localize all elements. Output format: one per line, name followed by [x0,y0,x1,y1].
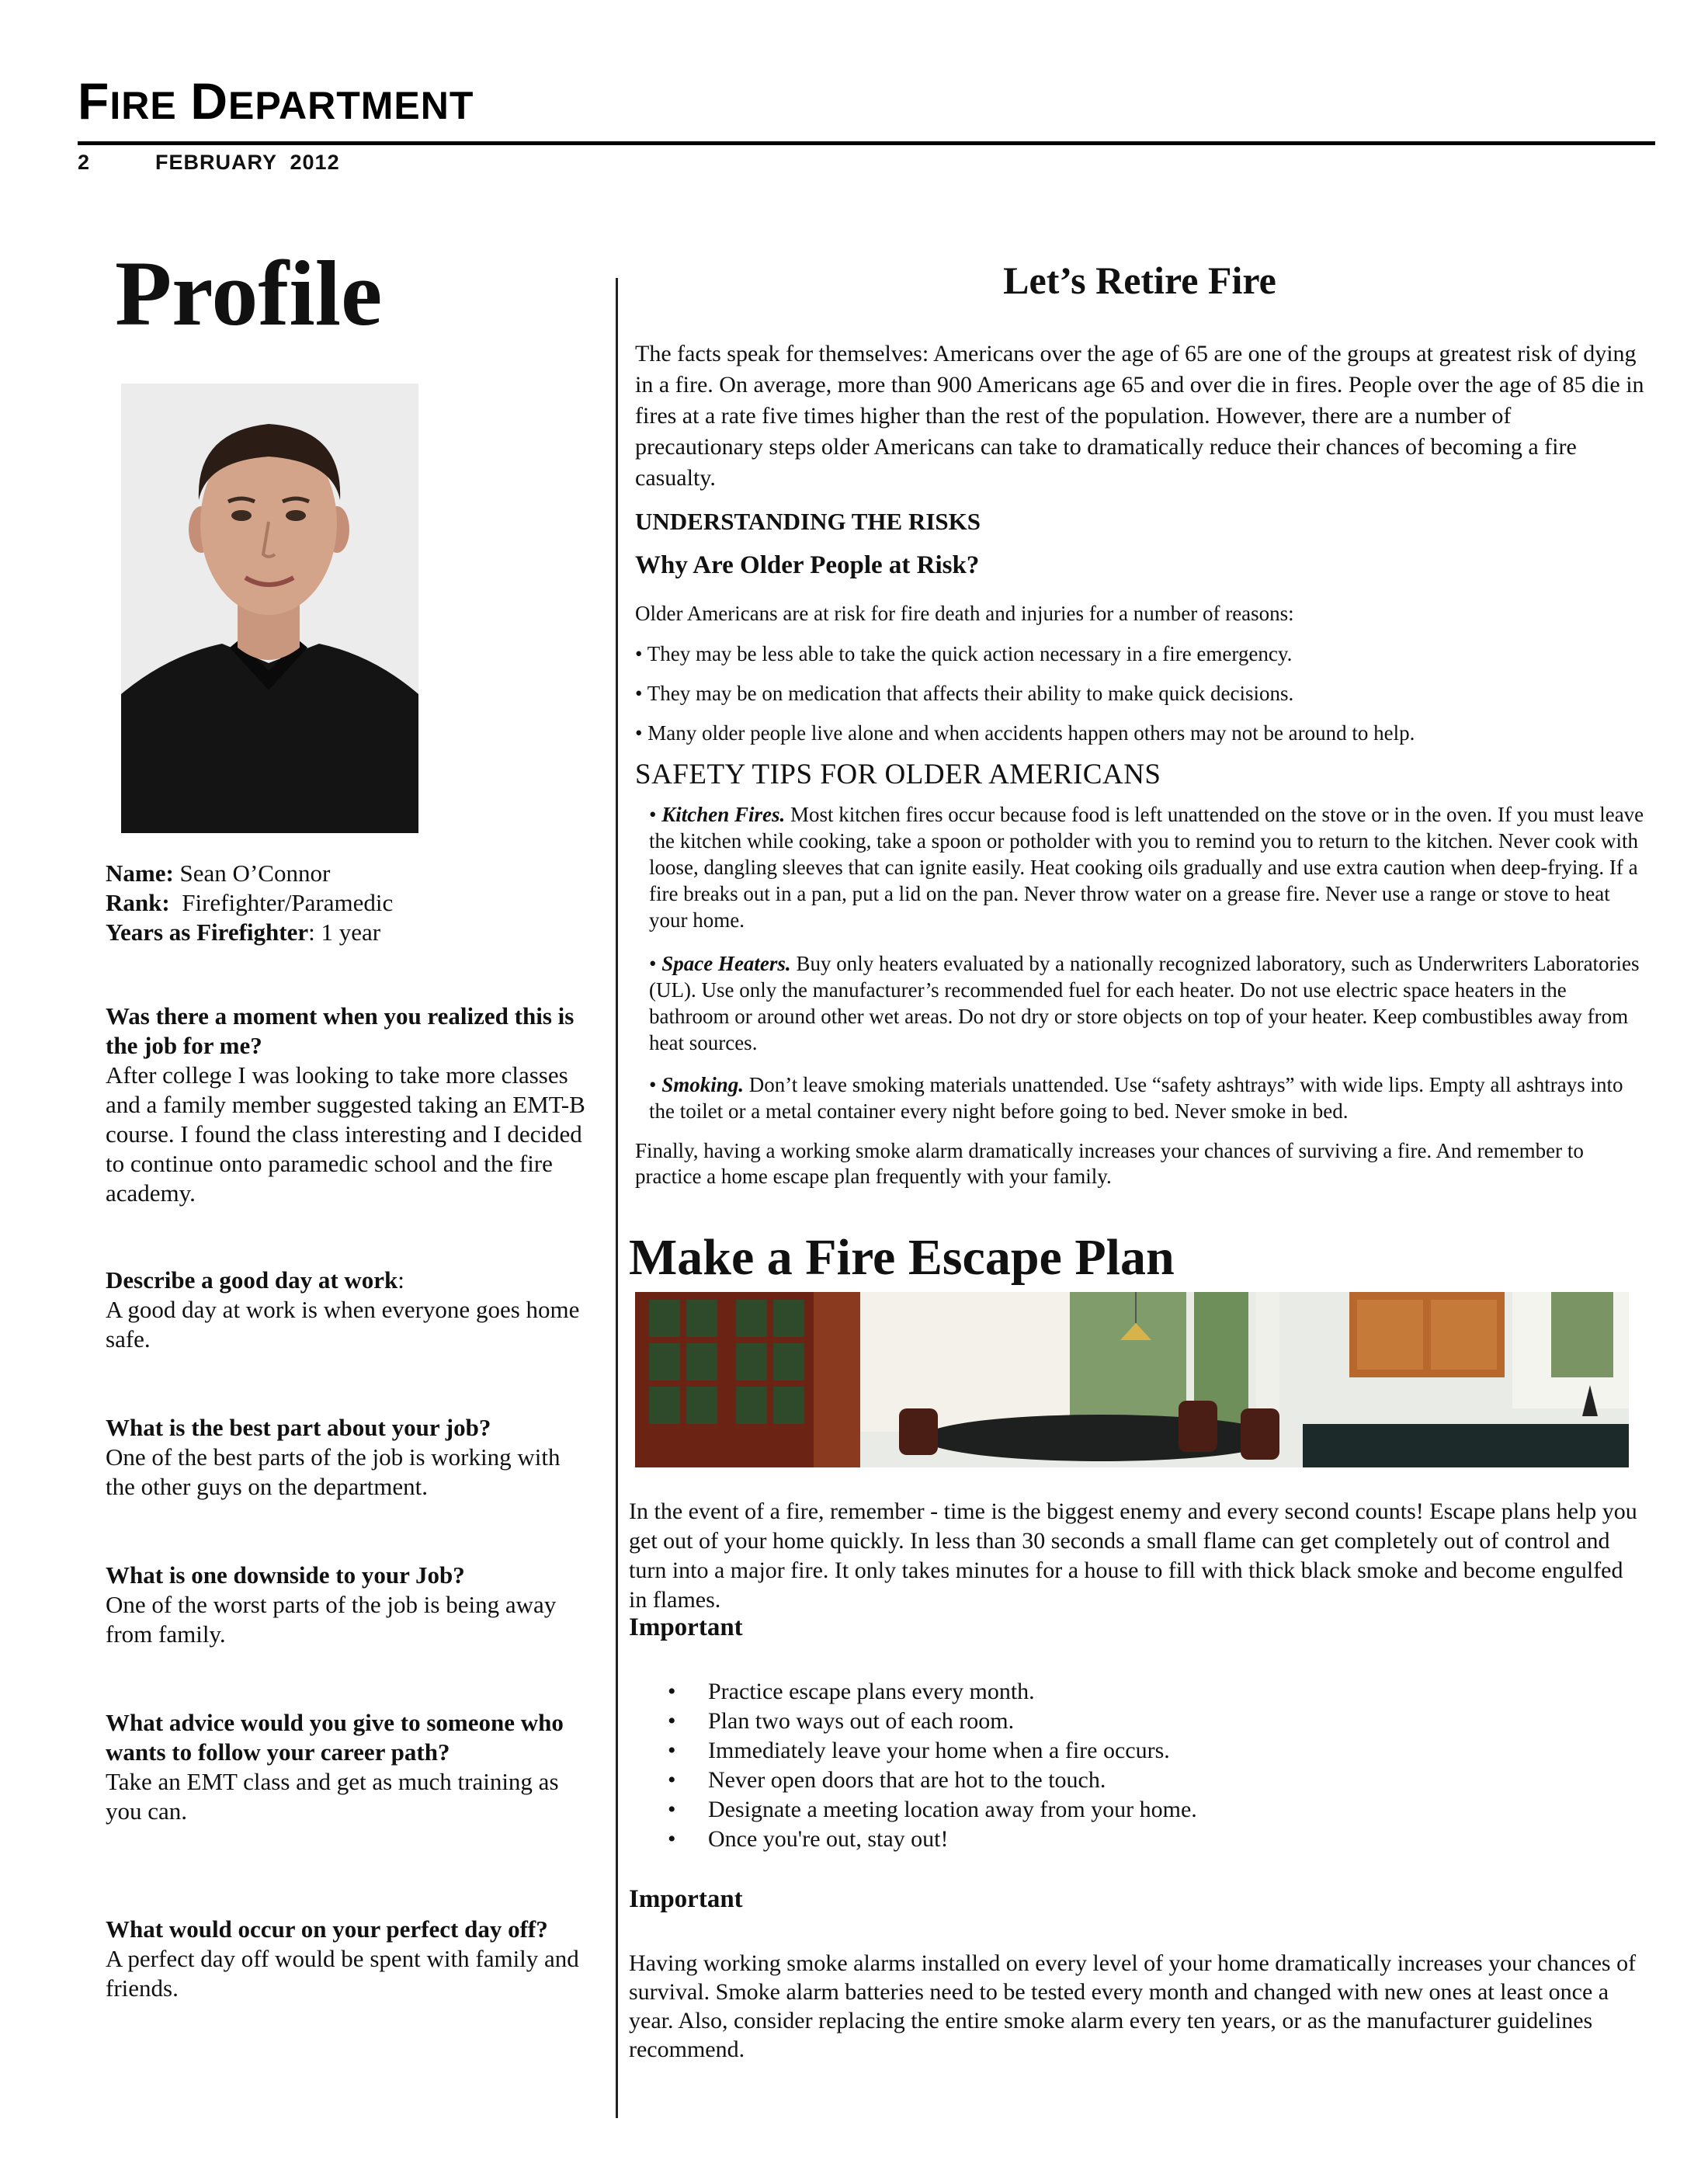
qa-item [106,1561,587,1649]
qa-item [106,1002,587,1208]
qa-question [106,1266,587,1295]
page-number: 2 [78,151,91,174]
qa-answer: After college I was looking to take more classes and a family member suggested taking an EMT-B course. I found the class interesting and I decided to continue onto paramedic school and the fire academy. [106,1061,585,1207]
qa-answer: A perfect day off would be spent with family and friends. [106,1945,579,2002]
tip-text: Buy only heaters evaluated by a nationally recognized laboratory, such as Underwriters Laboratories (UL). Use only the manufacturer’s recommended fuel for each heater. Do not use electric space heaters in the bathroom or around other wet areas. Do not dry or store objects on top of your heater. Keep combustibles away from heat sources. [649,952,1640,1054]
reason-item: • Many older people live alone and when accidents happen others may not be around to help. [635,721,1415,745]
name-label: Name: [106,860,174,887]
profile-photo [121,384,418,833]
list-item: • Plan two ways out of each room. [668,1707,1599,1736]
tip-text: Most kitchen fires occur because food is left unattended on the stove or in the oven. If you must leave the kitchen while cooking, take a spoon or potholder with you to remind you to return to the kitchen. Never cook with loose, dangling sleeves that can ignite easily. Heat cooking oils gradually and use extra caution when deep-frying. If a fire breaks out in a pan, put a lid on the pan. Never throw water on a grease fire. Never use a range or stove to heat your home. [649,803,1644,932]
masthead-title-f: F [78,72,110,130]
safety-tips-heading: SAFETY TIPS FOR OLDER AMERICANS [635,759,1161,790]
qa-question: What would occur on your perfect day off? [106,1915,548,1943]
escape-intro: In the event of a fire, remember - time is the biggest enemy and every second counts! Escape plans help you get out of your home quickly. In less than 30 seconds a small flame can get completely out of control and turn into a major fire. It only takes minutes for a house to fill with thick black smoke and become engulfed in flames. [629,1499,1637,1613]
tip-text: Don’t leave smoking materials unattended. Use “safety ashtrays” with wide lips. Empty all ashtrays into the toilet or a metal container every night before going to bed. Never smoke in bed. [649,1073,1623,1123]
rank-label: Rank: [106,889,170,916]
smoke-alarms-text: Having working smoke alarms installed on every level of your home dramatically increases your chances of survival. Smoke alarm batteries need to be tested every month and changed with new ones at least once a year. Also, consider replacing the entire smoke alarm every ten years, or as the manufacturer guidelines recommend. [629,1950,1637,2062]
column-divider [616,278,618,2118]
tip-name: Space Heaters. [661,952,791,975]
understanding-heading: UNDERSTANDING THE RISKS [635,508,981,535]
masthead-title-d: D [190,72,229,130]
escape-plan-title: Make a Fire Escape Plan [629,1229,1175,1286]
tip-smoking: • Smoking. Don’t leave smoking materials unattended. Use “safety ashtrays” with wide lips. Empty all ashtrays into the toilet or a metal container every night before going to bed. Never smoke in bed. [649,1073,1623,1123]
important-heading-2: Important [629,1885,743,1913]
issue-line [78,151,340,175]
qa-question: What advice would you give to someone who wants to follow your career path? [106,1709,564,1766]
profile-details [106,859,602,947]
qa-answer: Take an EMT class and get as much training as you can. [106,1768,559,1825]
masthead-title [78,71,474,130]
why-heading-text: Why Are Older People at Risk? [635,551,980,579]
why-intro: Older Americans are at risk for fire death and injuries for a number of reasons: [635,602,1294,625]
qa-item [106,1413,587,1502]
qa-question: Was there a moment when you realized this is the job for me? [106,1002,575,1059]
qa-item [106,1708,587,1826]
tip-kitchen: • Kitchen Fires. Most kitchen fires occur because food is left unattended on the stove or in the oven. If you must leave the kitchen while cooking, take a spoon or potholder with you to remind you to return to the kitchen. Never cook with loose, dangling sleeves that can ignite easily. Heat cooking oils gradually and use extra caution when deep-frying. If a fire breaks out in a pan, put a lid on the pan. Never throw water on a grease fire. Never use a range or stove to heat your home. [649,803,1644,932]
qa-item [106,1915,587,2003]
masthead-title-epartment: EPARTMENT [228,84,474,127]
qa-question: What is the best part about your job? [106,1414,491,1441]
issue-date: FEBRUARY 2012 [155,151,340,174]
qa-answer: One of the best parts of the job is working with the other guys on the department. [106,1443,561,1500]
masthead-title-ire: IRE [109,84,177,127]
escape-tips-list [668,1677,1599,1854]
profile-rank-row [106,888,602,918]
qa-question-text: Describe a good day at work [106,1266,398,1294]
reason-item: • They may be on medication that affects their ability to make quick decisions. [635,682,1294,705]
profile-name-row [106,859,602,888]
list-item: • Never open doors that are hot to the touch. [668,1766,1599,1795]
tip-name: Kitchen Fires. [661,803,786,826]
rank-value: Firefighter/Paramedic [169,889,394,916]
masthead-rule [78,141,1655,145]
list-item: • Designate a meeting location away from your home. [668,1795,1599,1825]
retire-fire-title: Let’s Retire Fire [1003,259,1276,302]
list-item: • Practice escape plans every month. [668,1677,1599,1707]
profile-years-row [106,918,602,947]
qa-item [106,1266,587,1354]
kitchen-photo [635,1292,1629,1467]
years-value: : 1 year [308,919,381,946]
name-value: Sean O’Connor [173,860,331,887]
qa-answer: A good day at work is when everyone goes home safe. [106,1296,580,1353]
tip-name: Smoking. [661,1073,744,1096]
important-heading-1: Important [629,1613,743,1641]
reason-item: • They may be less able to take the quick action necessary in a fire emergency. [635,642,1293,665]
list-item: • Immediately leave your home when a fire occurs. [668,1736,1599,1766]
retire-closing: Finally, having a working smoke alarm dramatically increases your chances of surviving a fire. And remember to practice a home escape plan frequently with your family. [635,1139,1584,1188]
profile-title: Profile [115,241,383,345]
qa-answer: One of the worst parts of the job is being away from family. [106,1591,557,1648]
retire-intro: The facts speak for themselves: Americans over the age of 65 are one of the groups at greatest risk of dying in a fire. On average, more than 900 Americans age 65 and over die in fires. People over the age of 85 die in fires at a rate five times higher than the rest of the population. However, there are a number of precautionary steps older Americans can take to dramatically reduce their chances of becoming a fire casualty. [635,341,1644,491]
years-label: Years as Firefighter [106,919,309,946]
tip-space-heaters: • Space Heaters. Buy only heaters evaluated by a nationally recognized laboratory, such as Underwriters Laboratories (UL). Use only the manufacturer’s recommended fuel for each heater. Do not use electric space heaters in the bathroom or around other wet areas. Do not dry or store objects on top of your heater. Keep combustibles away from heat sources. [649,952,1640,1054]
qa-question: What is one downside to your Job? [106,1561,465,1589]
qa-question-suffix: : [397,1266,404,1294]
list-item: • Once you're out, stay out! [668,1825,1599,1854]
why-heading [635,551,1644,580]
